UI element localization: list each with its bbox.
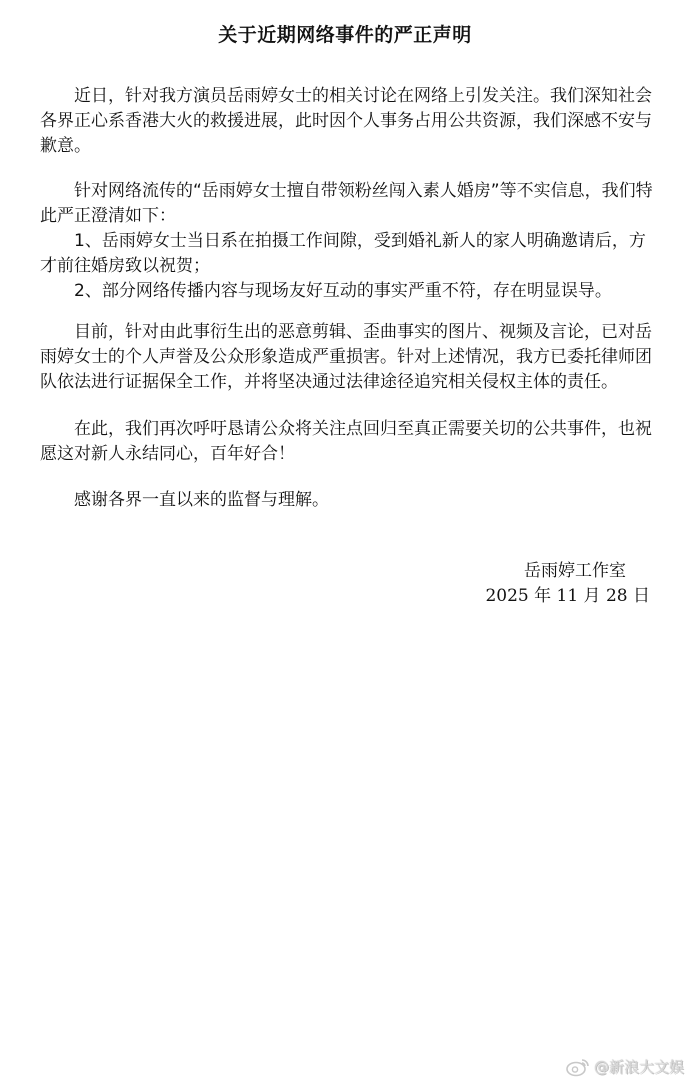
clarification-point-2: 2、部分网络传播内容与现场友好互动的事实严重不符，存在明显误导。 <box>74 281 612 301</box>
weibo-icon <box>566 1057 590 1077</box>
paragraph-appeal: 在此，我们再次呼吁恳请公众将关注点回归至真正需要关切的公共事件，也祝愿这对新人永结同心，百年好合！ <box>40 419 652 464</box>
watermark <box>566 1056 684 1077</box>
paragraph-intro: 近日，针对我方演员岳雨婷女士的相关讨论在网络上引发关注。我们深知社会各界正心系香港大火的救援进展，此时因个人事务占用公共资源，我们深感不安与歉意。 <box>40 86 652 156</box>
document-title: 关于近期网络事件的严正声明 <box>218 24 472 46</box>
clarification-point-1: 1、岳雨婷女士当日系在拍摄工作间隙，受到婚礼新人的家人明确邀请后，方才前往婚房致以祝贺； <box>40 231 646 276</box>
signature-block <box>390 559 650 609</box>
watermark-text: @新浪大文娱 <box>593 1058 684 1076</box>
signature-date: 2025 年 11 月 28 日 <box>485 586 650 606</box>
paragraph-thanks: 感谢各界一直以来的监督与理解。 <box>74 490 329 510</box>
signature-organization: 岳雨婷工作室 <box>524 561 626 581</box>
paragraph-clarification: 针对网络流传的“岳雨婷女士擅自带领粉丝闯入素人婚房”等不实信息，我们特此严正澄清如下： <box>40 181 653 226</box>
paragraph-legal-action: 目前，针对由此事衍生出的恶意剪辑、歪曲事实的图片、视频及言论，已对岳雨婷女士的个人声誉及公众形象造成严重损害。针对上述情况，我方已委托律师团队依法进行证据保全工作，并将坚决通过法律途径追究相关侵权主体的责任。 <box>40 322 652 392</box>
